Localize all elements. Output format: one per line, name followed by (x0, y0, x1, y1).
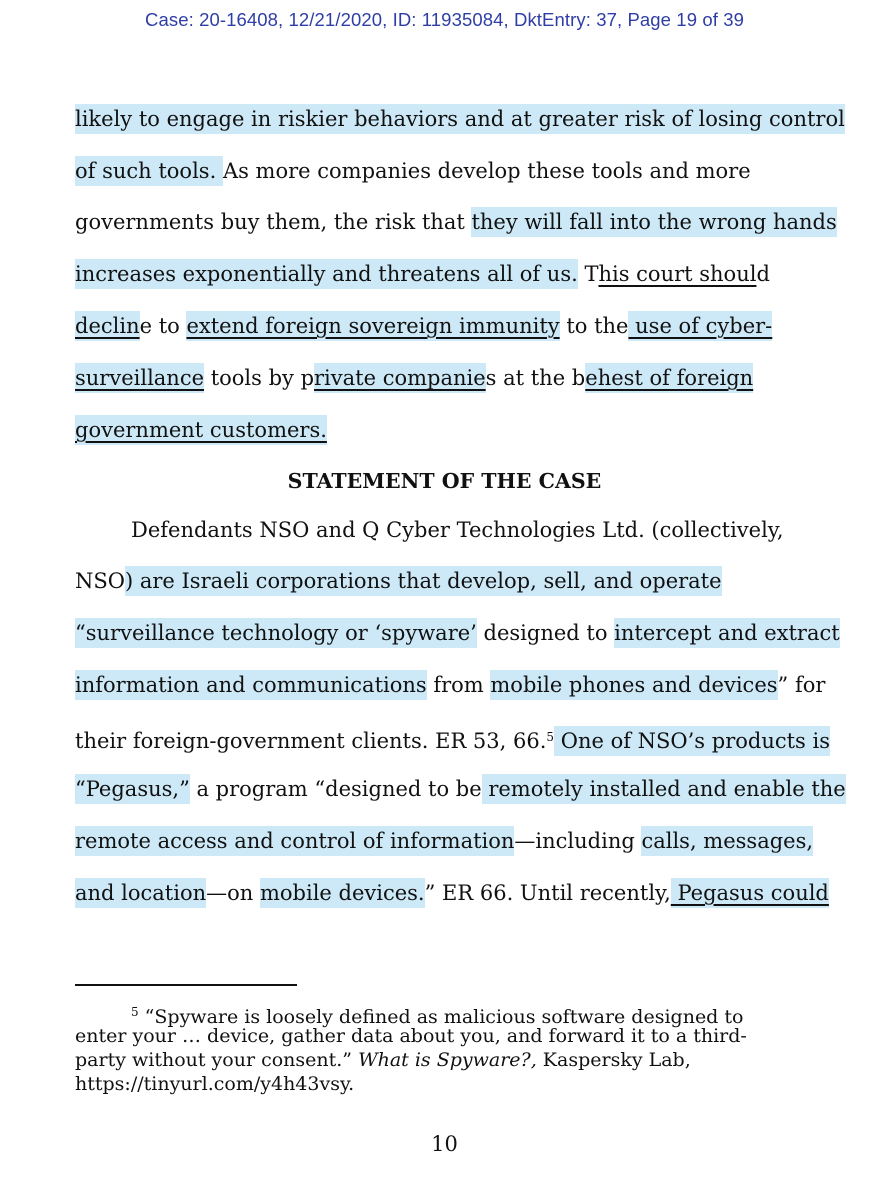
text: “Spyware is loosely defined as malicious software designed to (138, 1006, 744, 1028)
text-line (75, 363, 820, 393)
page-number: 10 (431, 1132, 458, 1156)
text-line (75, 104, 845, 134)
text: Defendants NSO and Q Cyber Technologies Ltd. (collectively, (131, 518, 784, 542)
highlight: Pegasus could (671, 878, 829, 908)
highlight: extend foreign sovereign immunity (186, 311, 559, 341)
text: d (756, 262, 770, 286)
text: designed to (476, 621, 615, 645)
underlined-text: his court shoul (598, 262, 757, 286)
text: ” for (777, 673, 826, 697)
text: from (426, 673, 491, 697)
highlight: remote access and control of information (75, 826, 514, 856)
text: ” ER 66. Until recently, (424, 881, 671, 905)
highlight: remotely installed and enable the (482, 774, 846, 804)
highlight: ) are Israeli corporations that develop, sell, and operate (125, 566, 722, 596)
highlight: intercept and extract (614, 618, 840, 648)
text: T (577, 262, 599, 286)
footnote-line (75, 1048, 815, 1072)
text-line (75, 826, 820, 856)
footnote-line[interactable] (75, 1072, 815, 1096)
highlight: declin (75, 311, 140, 341)
text: party without your consent.” (75, 1049, 359, 1071)
text-line (75, 156, 820, 186)
footnote-number: 5 (131, 1005, 139, 1019)
text: —on (206, 881, 260, 905)
highlight: increases exponentially and threatens all of us. (75, 259, 578, 289)
italic-title: What is Spyware?, (358, 1049, 537, 1071)
text-line (75, 774, 846, 804)
footnote-link[interactable]: https://tinyurl.com/y4h43vsy. (75, 1073, 355, 1095)
text-line (75, 566, 820, 596)
footnote-ref[interactable]: 5 (546, 730, 555, 744)
highlight: “surveillance technology or ‘spyware’ (75, 618, 477, 648)
highlight: government customers. (75, 415, 327, 445)
text-line (75, 670, 826, 700)
highlight: they will fall into the wrong hands (471, 207, 836, 237)
highlight: and location (75, 878, 206, 908)
text: e to (139, 314, 187, 338)
text: a program “designed to be (189, 777, 482, 801)
section-heading: STATEMENT OF THE CASE (287, 469, 602, 493)
highlight: surveillance (75, 363, 204, 393)
text: tools by p (204, 366, 315, 390)
text: NSO (75, 569, 125, 593)
highlight: calls, messages, (641, 826, 813, 856)
text-line (131, 515, 876, 545)
highlight: mobile devices. (260, 878, 425, 908)
case-header: Case: 20-16408, 12/21/2020, ID: 11935084, DktEntry: 37, Page 19 of 39 (145, 9, 744, 30)
highlight: One of NSO’s products is (554, 726, 830, 756)
text-line (75, 259, 820, 289)
highlight: “Pegasus,” (75, 774, 190, 804)
text-line (75, 415, 820, 445)
text: As more companies develop these tools and more (222, 159, 751, 183)
text-line (75, 878, 829, 908)
text-line (75, 311, 820, 341)
text-line (75, 722, 830, 756)
footnote-line (75, 1024, 815, 1048)
highlight: of such tools. (75, 156, 223, 186)
text: —including (514, 829, 642, 853)
highlight: use of cyber- (628, 311, 772, 341)
text: their foreign-government clients. ER 53, 66. (75, 729, 547, 753)
text-line (75, 207, 837, 237)
text: enter your … device, gather data about you, and forward it to a third- (75, 1025, 747, 1047)
text-line (75, 618, 840, 648)
text: Kaspersky Lab, (536, 1049, 691, 1071)
text: to the (559, 314, 629, 338)
highlight: information and communications (75, 670, 427, 700)
text: governments buy them, the risk that (75, 210, 472, 234)
text: s at the b (485, 366, 586, 390)
highlight: mobile phones and devices (490, 670, 777, 700)
highlight: rivate companie (314, 363, 486, 393)
footnote-divider (75, 984, 297, 986)
highlight: likely to engage in riskier behaviors and at greater risk of losing control (75, 104, 845, 134)
highlight: ehest of foreign (585, 363, 753, 393)
